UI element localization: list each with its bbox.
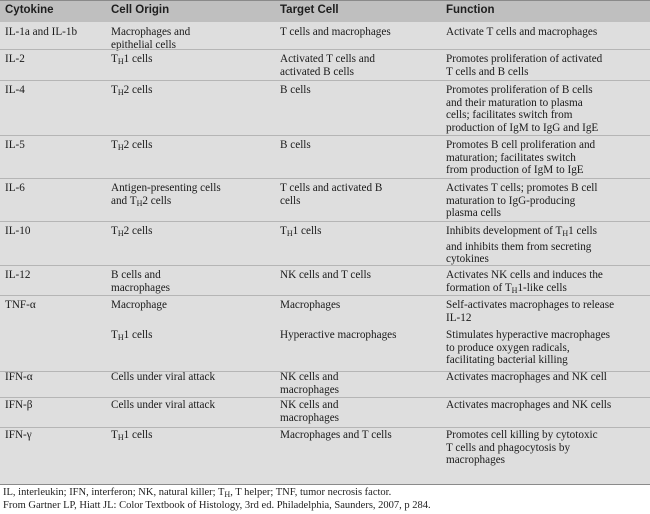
footnote-source: From Gartner LP, Hiatt JL: Color Textbook of Histology, 3rd ed. Philadelphia, Saunders, 2007, p 284. [3,500,431,511]
function-cell: Promotes cell killing by cytotoxic T cells and phagocytosis by macrophages [446,429,598,467]
header-target-cell: Target Cell [280,4,339,16]
function-cell: Promotes proliferation of B cells and their maturation to plasma cells; facilitates switch from production of IgM to IgG and IgE [446,84,599,134]
function-cell: Promotes B cell proliferation and maturation; facilitates switch from production of IgM to IgE [446,139,596,177]
cytokine-cell: IL-10 [5,225,31,237]
table-header-row [0,0,650,22]
target-cell: B cells [280,84,311,96]
origin-cell: Macrophage [111,299,167,311]
table-bottom-rule [0,484,650,485]
function-cell: Inhibits development of $T_H1$ cells and inhibits them from secreting cytokines [446,225,597,266]
row-divider [0,178,650,179]
function-cell: Self-activates macrophages to release IL-12 [446,299,615,324]
cytokine-cell: IL-1a and IL-1b [5,26,78,38]
row-divider [0,221,650,222]
row-divider [0,427,650,428]
target-cell: T cells and macrophages [280,26,391,38]
origin-cell: $T_H1$ cells [111,53,153,66]
origin-cell: $T_H1$ cells [111,429,153,442]
cytokine-cell: IL-12 [5,269,31,281]
origin-cell: Antigen-presenting cells and $T_H2$ cells [111,182,221,208]
function-cell: Activate T cells and macrophages [446,26,598,38]
origin-cell: $T_H2$ cells [111,139,153,152]
function-cell: Activates macrophages and NK cell [446,371,607,383]
origin-cell: $T_H2$ cells [111,84,153,97]
cytokine-cell: IL-5 [5,139,25,151]
target-cell: NK cells and macrophages [280,399,340,424]
target-cell: Macrophages and T cells [280,429,392,441]
cytokine-cell: IFN-γ [5,429,32,441]
origin-cell: Macrophages and epithelial cells [111,26,191,51]
header-cytokine: Cytokine [5,4,54,16]
row-divider [0,371,650,372]
header-function: Function [446,4,495,16]
target-cell: Activated T cells and activated B cells [280,53,375,78]
header-cell-origin: Cell Origin [111,4,170,16]
function-cell: Activates macrophages and NK cells [446,399,612,411]
origin-cell: $T_H1$ cells [111,329,153,342]
target-cell: Macrophages [280,299,341,311]
target-cell: $T_H1$ cells [280,225,322,238]
cytokine-cell: TNF-α [5,299,36,311]
row-divider [0,80,650,81]
function-cell: Stimulates hyperactive macrophages to produce oxygen radicals, facilitating bacterial killing [446,329,611,367]
origin-cell: Cells under viral attack [111,399,216,411]
cytokine-cell: IFN-α [5,371,33,383]
target-cell: T cells and activated B cells [280,182,383,207]
function-cell: Activates T cells; promotes B cell maturation to IgG-producing plasma cells [446,182,598,220]
cytokine-cell: IL-2 [5,53,25,65]
target-cell: B cells [280,139,311,151]
row-divider [0,397,650,398]
cytokine-cell: IL-6 [5,182,25,194]
function-cell: Activates NK cells and induces the formation of $T_H1$-like cells [446,269,603,295]
cytokine-cell: IFN-β [5,399,33,411]
row-divider [0,265,650,266]
target-cell: NK cells and macrophages [280,371,340,396]
cytokine-cell: IL-4 [5,84,25,96]
row-divider [0,49,650,50]
origin-cell: $T_H2$ cells [111,225,153,238]
origin-cell: B cells and macrophages [111,269,171,294]
target-cell: Hyperactive macrophages [280,329,397,341]
target-cell: NK cells and T cells [280,269,371,281]
footnote-abbreviations: IL, interleukin; IFN, interferon; NK, natural killer; $T_H$, T helper; TNF, tumor necrosis factor. [3,487,392,499]
row-divider [0,135,650,136]
row-divider [0,295,650,296]
origin-cell: Cells under viral attack [111,371,216,383]
function-cell: Promotes proliferation of activated T cells and B cells [446,53,603,78]
